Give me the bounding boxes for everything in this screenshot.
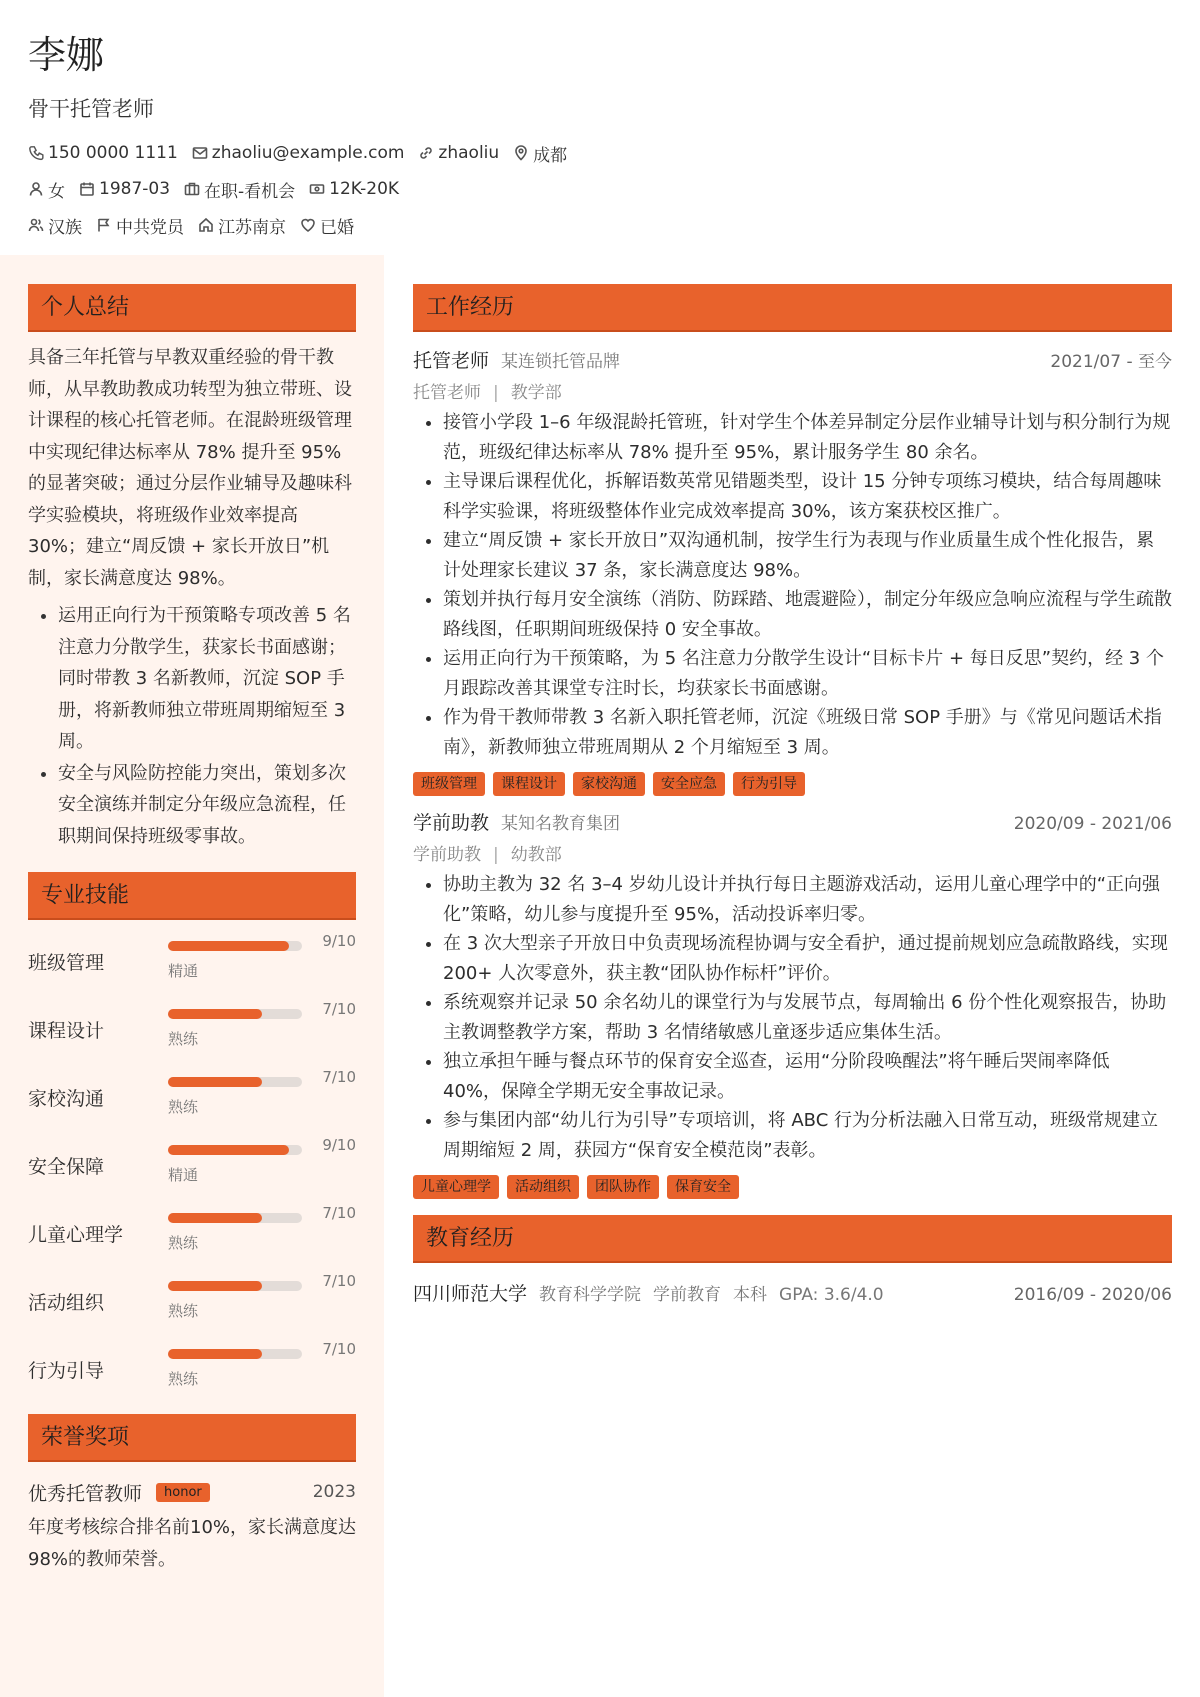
summary-text: 具备三年托管与早教双重经验的骨干教师，从早教助教成功转型为独立带班、设计课程的核心托管老师。在混龄班级管理中实现纪律达标率从 78% 提升至 95% 的显著突破；通过分层作业辅导及趣味科学实验模块，将班级作业效率提高 30%；建立“周反馈 + 家长开放日”机制，家长满意度达 98%。	[28, 347, 352, 589]
skill-bar	[168, 1077, 302, 1087]
info-row	[28, 140, 1168, 166]
skill-name: 活动组织	[28, 1292, 105, 1314]
skill-level: 熟练	[168, 1234, 199, 1252]
section-heading-work: 工作经历	[413, 284, 1172, 332]
info-row	[28, 212, 1168, 238]
skill-bar-fill	[168, 1145, 289, 1155]
job-position: 托管老师	[413, 383, 481, 403]
skill-item	[28, 1128, 356, 1196]
skill-score: 7/10	[322, 1340, 356, 1358]
job-subtitle	[413, 840, 1172, 866]
skill-item	[28, 1332, 356, 1400]
skill-bar	[168, 1281, 302, 1291]
job-tag: 儿童心理学	[413, 1175, 499, 1199]
skill-score: 7/10	[322, 1272, 356, 1290]
info-row	[28, 176, 1168, 202]
summary-bullets	[28, 600, 356, 852]
info-text: 12K-20K	[329, 179, 400, 199]
skill-bar-fill	[168, 1077, 262, 1087]
info-text: 在职-看机会	[204, 181, 296, 202]
honor-year: 2023	[312, 1482, 356, 1502]
info-item	[513, 141, 567, 166]
job-bullet: • 接管小学段 1–6 年级混龄托管班，针对学生个体差异制定分层作业辅导计划与积分制行为规范，班级纪律达标率从 78% 提升至 95%，累计服务学生 80 余名。	[443, 408, 1172, 467]
briefcase-icon	[184, 181, 204, 197]
info-item	[28, 177, 65, 202]
summary-bullet: • 安全与风险防控能力突出，策划多次安全演练并制定分年级应急流程，任职期间保持班级零事故。	[58, 758, 356, 853]
job-tag: 班级管理	[413, 772, 485, 796]
skill-level: 熟练	[168, 1030, 199, 1048]
info-item	[184, 177, 295, 202]
job-bullet: • 在 3 次大型亲子开放日中负责现场流程协调与安全看护，通过提前规划应急疏散路线，实现 200+ 人次零意外，获主教“团队协作标杆”评价。	[443, 929, 1172, 988]
phone-icon	[28, 145, 48, 161]
edu-major: 学前教育	[653, 1285, 722, 1305]
skill-score: 7/10	[322, 1068, 356, 1086]
job-company: 某知名教育集团	[501, 814, 621, 834]
skill-bar-fill	[168, 1009, 262, 1019]
section-heading-summary: 个人总结	[28, 284, 356, 332]
left-column	[28, 284, 356, 1575]
info-item	[418, 143, 499, 163]
edu-degree: 本科	[733, 1285, 768, 1305]
job-bullet: • 独立承担午睡与餐点环节的保育安全巡查，运用“分阶段唤醒法”将午睡后哭闹率降低 40%，保障全学期无安全事故记录。	[443, 1047, 1172, 1106]
resume-header	[28, 30, 1168, 238]
skill-score: 9/10	[322, 1136, 356, 1154]
job-date: 2021/07 - 至今	[1050, 352, 1172, 372]
job-tag: 团队协作	[587, 1175, 659, 1199]
location-icon	[513, 145, 533, 161]
job-tag: 课程设计	[493, 772, 565, 796]
info-text: zhaoliu	[438, 143, 500, 163]
info-item	[96, 213, 184, 238]
info-item	[192, 143, 405, 163]
info-item	[79, 179, 170, 199]
contact-info	[28, 140, 1168, 238]
right-column	[413, 284, 1172, 1306]
job-bullet: • 主导课后课程优化，拆解语数英常见错题类型，设计 15 分钟专项练习模块，结合每周趣味科学实验课，将班级整体作业完成效率提高 30%，该方案获校区推广。	[443, 467, 1172, 526]
job-bullet: • 协助主教为 32 名 3–4 岁幼儿设计并执行每日主题游戏活动，运用儿童心理学中的“正向强化”策略，幼儿参与度提升至 95%，活动投诉率归零。	[443, 870, 1172, 929]
info-text: 江苏南京	[218, 217, 286, 238]
info-text: zhaoliu@example.com	[211, 143, 405, 163]
job-tag: 行为引导	[733, 772, 805, 796]
skill-level: 熟练	[168, 1098, 199, 1116]
job-item	[413, 346, 1172, 796]
skill-item	[28, 1264, 356, 1332]
job-date: 2020/09 - 2021/06	[1013, 814, 1172, 834]
mail-icon	[192, 145, 212, 161]
job-bullets	[413, 870, 1172, 1165]
education-item	[413, 1279, 1172, 1306]
skill-bar	[168, 1213, 302, 1223]
job-bullet: • 参与集团内部“幼儿行为引导”专项培训，将 ABC 行为分析法融入日常互动，班级常规建立周期缩短 2 周，获园方“保育安全模范岗”表彰。	[443, 1106, 1172, 1165]
info-item	[309, 179, 399, 199]
section-heading-honors: 荣誉奖项	[28, 1414, 356, 1462]
job-tags	[413, 1175, 1172, 1199]
info-text: 1987-03	[99, 179, 171, 199]
skill-score: 9/10	[322, 932, 356, 950]
separator: |	[493, 383, 499, 403]
skill-level: 精通	[168, 962, 199, 980]
job-item	[413, 808, 1172, 1199]
job-subtitle	[413, 378, 1172, 404]
skill-bar-fill	[168, 1213, 262, 1223]
candidate-name: 李娜	[28, 33, 105, 77]
honor-description: 年度考核综合排名前10%，家长满意度达98%的教师荣誉。	[28, 1517, 357, 1570]
skill-name: 课程设计	[28, 1020, 105, 1042]
edu-school: 四川师范大学	[413, 1283, 528, 1305]
job-tags	[413, 772, 1172, 796]
edu-date: 2016/09 - 2020/06	[1013, 1285, 1172, 1305]
info-text: 成都	[533, 145, 568, 166]
skill-bar-fill	[168, 1281, 262, 1291]
job-company: 某连锁托管品牌	[501, 352, 621, 372]
skill-name: 班级管理	[28, 952, 105, 974]
skill-bar	[168, 1349, 302, 1359]
money-icon	[309, 181, 329, 197]
section-heading-skills: 专业技能	[28, 872, 356, 920]
link-icon	[418, 145, 438, 161]
info-item	[300, 213, 354, 238]
info-item	[28, 143, 178, 163]
skill-level: 精通	[168, 1166, 199, 1184]
skill-name: 安全保障	[28, 1156, 105, 1178]
skill-item	[28, 1060, 356, 1128]
job-role: 学前助教	[413, 812, 490, 834]
section-heading-education: 教育经历	[413, 1215, 1172, 1263]
info-text: 150 0000 1111	[48, 143, 178, 163]
skills-list	[28, 924, 356, 1400]
skill-item	[28, 992, 356, 1060]
info-item	[198, 213, 286, 238]
info-text: 汉族	[48, 217, 82, 238]
job-bullet: • 作为骨干教师带教 3 名新入职托管老师，沉淀《班级日常 SOP 手册》与《常见问题话术指南》，新教师独立带班周期从 2 个月缩短至 3 周。	[443, 703, 1172, 762]
flag-icon	[96, 217, 116, 233]
skill-score: 7/10	[322, 1204, 356, 1222]
skill-bar	[168, 1145, 302, 1155]
skill-name: 儿童心理学	[28, 1224, 124, 1246]
edu-college: 教育科学学院	[539, 1285, 642, 1305]
candidate-title: 骨干托管老师	[28, 97, 154, 121]
job-tag: 活动组织	[507, 1175, 579, 1199]
people-icon	[28, 217, 48, 233]
job-header	[413, 808, 1172, 836]
job-tag: 安全应急	[653, 772, 725, 796]
skill-name: 行为引导	[28, 1360, 105, 1382]
home-icon	[198, 217, 218, 233]
skill-bar	[168, 941, 302, 951]
job-position: 学前助教	[413, 845, 481, 865]
info-item	[28, 213, 82, 238]
job-dept: 幼教部	[510, 845, 562, 865]
job-bullet: • 运用正向行为干预策略，为 5 名注意力分散学生设计“目标卡片 + 每日反思”契约，经 3 个月跟踪改善其课堂专注时长，均获家长书面感谢。	[443, 644, 1172, 703]
job-tag: 家校沟通	[573, 772, 645, 796]
job-dept: 教学部	[510, 383, 562, 403]
honor-item	[28, 1478, 356, 1506]
honor-name: 优秀托管教师	[28, 1482, 143, 1505]
job-bullet: • 系统观察并记录 50 余名幼儿的课堂行为与发展节点，每周输出 6 份个性化观察报告，协助主教调整教学方案，帮助 3 名情绪敏感儿童逐步适应集体生活。	[443, 988, 1172, 1047]
calendar-icon	[79, 181, 99, 197]
skill-item	[28, 924, 356, 992]
skill-bar-fill	[168, 941, 289, 951]
info-text: 女	[48, 181, 65, 202]
skill-item	[28, 1196, 356, 1264]
honor-tag: honor	[156, 1483, 210, 1502]
info-text: 中共党员	[116, 217, 184, 238]
info-text: 已婚	[320, 217, 354, 238]
skill-name: 家校沟通	[28, 1088, 105, 1110]
job-bullet: • 建立“周反馈 + 家长开放日”双沟通机制，按学生行为表现与作业质量生成个性化报告，累计处理家长建议 37 条，家长满意度达 98%。	[443, 526, 1172, 585]
summary-bullet: • 运用正向行为干预策略专项改善 5 名注意力分散学生，获家长书面感谢；同时带教 3 名新教师，沉淀 SOP 手册，将新教师独立带班周期缩短至 3 周。	[58, 600, 356, 758]
job-tag: 保育安全	[667, 1175, 739, 1199]
job-list	[413, 346, 1172, 1199]
skill-level: 熟练	[168, 1302, 199, 1320]
job-role: 托管老师	[413, 350, 490, 372]
separator: |	[493, 845, 499, 865]
edu-gpa: GPA: 3.6/4.0	[779, 1285, 884, 1305]
job-header	[413, 346, 1172, 374]
job-bullets	[413, 408, 1172, 762]
heart-icon	[300, 217, 320, 233]
skill-level: 熟练	[168, 1370, 199, 1388]
skill-bar-fill	[168, 1349, 262, 1359]
job-bullet: • 策划并执行每月安全演练（消防、防踩踏、地震避险），制定分年级应急响应流程与学生疏散路线图，任职期间班级保持 0 安全事故。	[443, 585, 1172, 644]
skill-bar	[168, 1009, 302, 1019]
user-icon	[28, 181, 48, 197]
skill-score: 7/10	[322, 1000, 356, 1018]
